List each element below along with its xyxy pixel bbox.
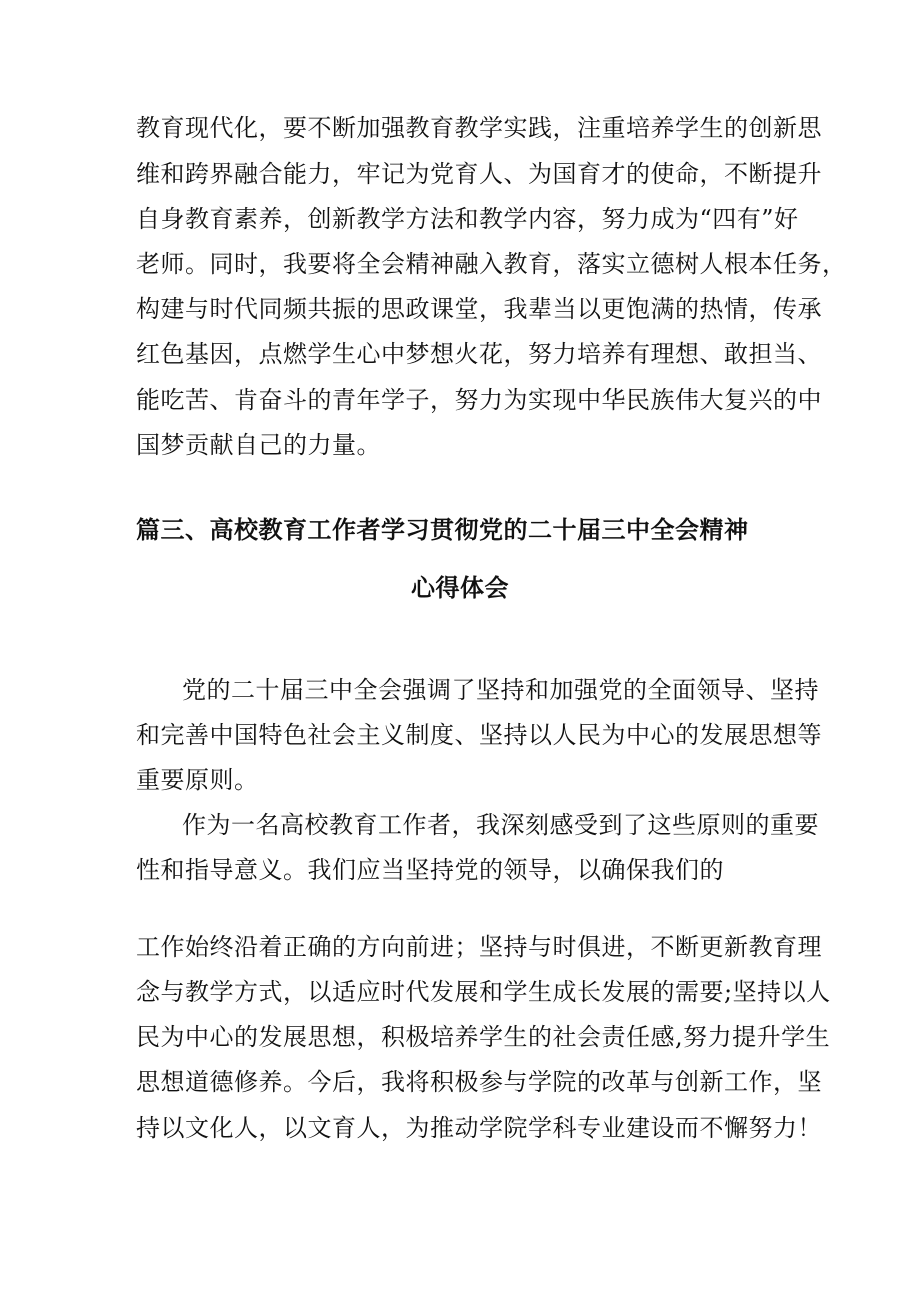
paragraph4-line: 民为中心的发展思想，积极培养学生的社会责任感,努力提升学生 [136,1023,831,1051]
paragraph1-line: 老师。同时，我要将全会精神融入教育，落实立德树人根本任务， [136,250,847,278]
paragraph4-line: 工作始终沿着正确的方向前进；坚持与时俱进，不断更新教育理 [136,933,822,961]
paragraph3-line: 作为一名高校教育工作者，我深刻感受到了这些原则的重要 [182,811,819,839]
paragraph3-line: 性和指导意义。我们应当坚持党的领导，以确保我们的 [136,856,724,884]
paragraph4-line: 念与教学方式，以适应时代发展和学生成长发展的需要;坚持以人 [136,978,831,1006]
paragraph4-line: 思想道德修养。今后，我将积极参与学院的改革与创新工作，坚 [136,1068,822,1096]
section-subtitle: 心得体会 [411,573,509,602]
section-title: 篇三、高校教育工作者学习贯彻党的二十届三中全会精神 [136,515,749,544]
paragraph1-line: 构建与时代同频共振的思政课堂，我辈当以更饱满的热情，传承 [136,295,822,323]
paragraph1-line: 教育现代化，要不断加强教育教学实践，注重培养学生的创新思 [136,114,822,142]
paragraph4-line: 持以文化人，以文育人，为推动学院学科专业建设而不懈努力！ [136,1114,822,1142]
paragraph1-line: 能吃苦、肯奋斗的青年学子，努力为实现中华民族伟大复兴的中 [136,386,822,414]
paragraph2-line: 重要原则。 [136,766,259,794]
paragraph1-line: 红色基因，点燃学生心中梦想火花，努力培养有理想、敢担当、 [136,340,822,368]
paragraph1-line: 自身教育素养，创新教学方法和教学内容，努力成为“四有”好 [136,205,799,233]
paragraph2-line: 和完善中国特色社会主义制度、坚持以人民为中心的发展思想等 [136,721,822,749]
paragraph1-line: 国梦贡献自己的力量。 [136,431,381,459]
paragraph1-line: 维和跨界融合能力，牢记为党育人、为国育才的使命，不断提升 [136,160,822,188]
paragraph2-line: 党的二十届三中全会强调了坚持和加强党的全面领导、坚持 [182,676,819,704]
